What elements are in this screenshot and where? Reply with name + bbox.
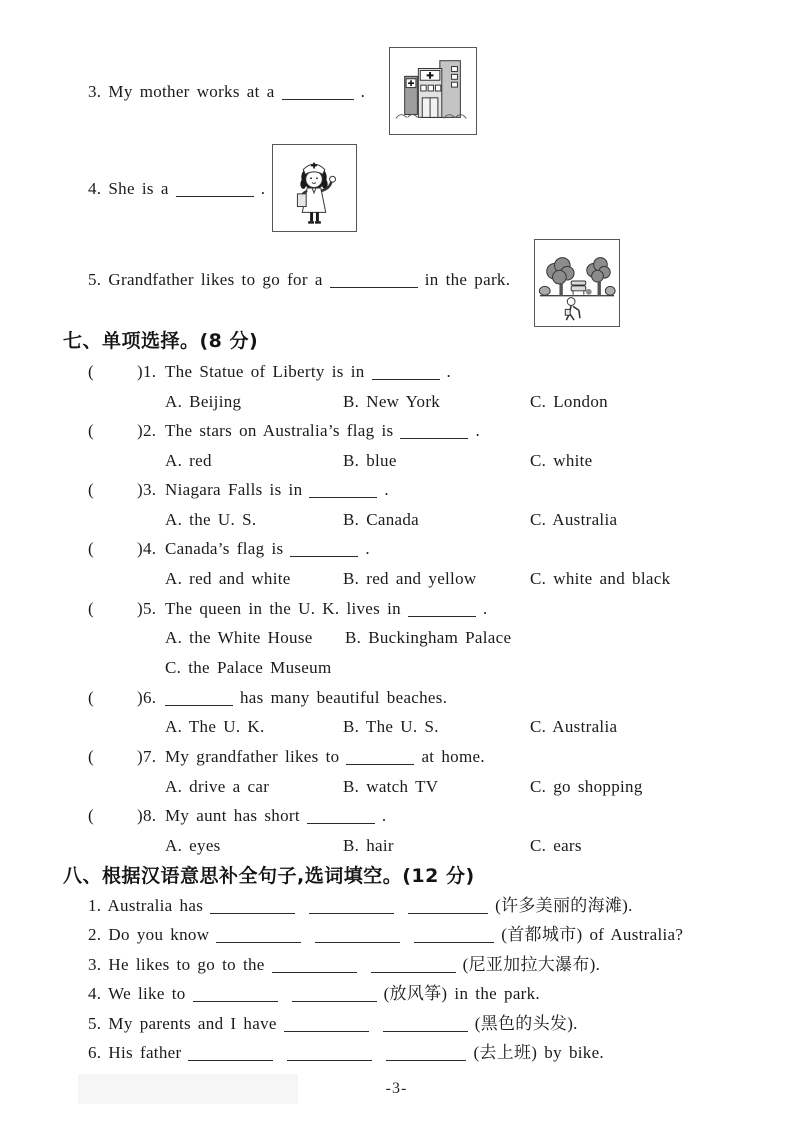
fill-item-4: [88, 982, 540, 1006]
answer-bracket: (: [88, 539, 94, 558]
answer-blank: [272, 958, 357, 973]
item-number: 3.: [88, 955, 102, 974]
question-stem: Niagara Falls is in .: [165, 480, 389, 499]
option-a: A. Beijing: [165, 392, 242, 411]
answer-bracket: (: [88, 806, 94, 825]
item-text: We like to: [108, 984, 186, 1003]
answer-blank: [372, 365, 440, 380]
option-b: B. watch TV: [343, 777, 439, 796]
answer-blank: [309, 899, 394, 914]
question-stem: has many beautiful beaches.: [165, 686, 447, 710]
answer-blank: [386, 1046, 466, 1061]
fill-item-2: [88, 923, 683, 947]
page-number: -3-: [385, 1080, 408, 1097]
park-image: [534, 239, 620, 327]
option-b: B. blue: [343, 451, 397, 470]
item-text: Australia has: [107, 896, 204, 915]
item-text: His father: [108, 1043, 182, 1062]
option-a: A. eyes: [165, 836, 221, 855]
answer-blank: [292, 987, 377, 1002]
option-c: C. ears: [530, 836, 582, 855]
item-text: My parents and I have: [108, 1014, 277, 1033]
question-text-after: in the park.: [424, 270, 511, 289]
answer-blank: [216, 928, 301, 943]
answer-blank: [315, 928, 400, 943]
question-stem: Canada’s flag is .: [165, 539, 370, 558]
question-text: Grandfather likes to go for a: [108, 270, 323, 289]
option-c: C. London: [530, 392, 608, 411]
question-text: My mother works at a: [108, 82, 275, 101]
question-number: )8.: [137, 806, 157, 825]
answer-bracket: (: [88, 599, 94, 618]
item-number: 6.: [88, 1043, 102, 1062]
question-number: 5.: [88, 270, 102, 289]
question-text-after: .: [260, 179, 266, 198]
option-a: A. red and white: [165, 569, 291, 588]
fill-item-5: [88, 1012, 578, 1036]
question-number: )1.: [137, 362, 157, 381]
option-c: C. white and black: [530, 569, 671, 588]
question-stem: My aunt has short .: [165, 806, 387, 825]
picture-question-4: [88, 177, 265, 201]
answer-bracket: (: [88, 480, 94, 499]
question-number: )6.: [137, 688, 157, 707]
option-a: A. drive a car: [165, 777, 270, 796]
item-hint: (首都城市) of Australia?: [501, 925, 684, 944]
answer-blank: [309, 483, 377, 498]
option-a: A. The U. K.: [165, 717, 265, 736]
question-number: )7.: [137, 747, 157, 766]
option-b: B. The U. S.: [343, 717, 439, 736]
answer-blank: [287, 1046, 372, 1061]
option-b: B. red and yellow: [343, 569, 477, 588]
answer-blank: [414, 928, 494, 943]
fill-item-6: [88, 1041, 604, 1065]
question-number: )2.: [137, 421, 157, 440]
item-number: 2.: [88, 925, 102, 944]
answer-blank: [346, 750, 414, 765]
option-c: C. Australia: [530, 717, 618, 736]
option-b: B. New York: [343, 392, 441, 411]
answer-blank: [400, 424, 468, 439]
question-text: She is a: [108, 179, 169, 198]
answer-blank: [193, 987, 278, 1002]
answer-bracket: (: [88, 421, 94, 440]
answer-bracket: (: [88, 362, 94, 381]
item-hint: (黑色的头发).: [474, 1014, 578, 1033]
option-a: A. red: [165, 451, 212, 470]
item-hint: (尼亚加拉大瀑布).: [462, 955, 601, 974]
answer-bracket: (: [88, 747, 94, 766]
item-number: 5.: [88, 1014, 102, 1033]
answer-blank: [383, 1017, 468, 1032]
answer-blank: [165, 691, 233, 706]
answer-blank: [408, 899, 488, 914]
fill-item-3: [88, 953, 600, 977]
hospital-image: [389, 47, 477, 135]
item-number: 1.: [88, 896, 102, 915]
fill-item-1: [88, 894, 633, 918]
option-b: B. hair: [343, 836, 394, 855]
answer-bracket: (: [88, 688, 94, 707]
answer-blank: [284, 1017, 369, 1032]
option-b: B. Canada: [343, 510, 420, 529]
item-hint: (去上班) by bike.: [473, 1043, 604, 1062]
option-c: C. Australia: [530, 510, 618, 529]
item-number: 4.: [88, 984, 102, 1003]
question-stem: The queen in the U. K. lives in .: [165, 599, 488, 618]
option-c: C. go shopping: [530, 777, 643, 796]
answer-blank: [290, 542, 358, 557]
option-c: C. white: [530, 451, 593, 470]
option-a: A. the White House: [165, 628, 313, 647]
answer-blank: [282, 85, 354, 100]
answer-blank: [307, 809, 375, 824]
item-text: He likes to go to the: [108, 955, 265, 974]
item-hint: (放风筝) in the park.: [383, 984, 540, 1003]
answer-blank: [408, 602, 476, 617]
answer-blank: [330, 273, 418, 288]
option-a: A. the U. S.: [165, 510, 257, 529]
section-seven-title: 七、单项选择。(8 分): [63, 330, 259, 352]
item-hint: (许多美丽的海滩).: [495, 896, 633, 915]
item-text: Do you know: [108, 925, 210, 944]
nurse-image: [272, 144, 357, 232]
question-number: 3.: [88, 82, 102, 101]
question-number: )4.: [137, 539, 157, 558]
question-number: )3.: [137, 480, 157, 499]
picture-question-5: [88, 268, 510, 292]
question-stem: My grandfather likes to at home.: [165, 747, 485, 766]
option-b: B. Buckingham Palace: [345, 628, 512, 647]
picture-question-3: [88, 80, 365, 104]
answer-blank: [371, 958, 456, 973]
question-number: )5.: [137, 599, 157, 618]
section-eight-title: 八、根据汉语意思补全句子,选词填空。(12 分): [63, 865, 475, 887]
option-c: C. the Palace Museum: [165, 658, 332, 677]
question-text-after: .: [360, 82, 366, 101]
answer-blank: [210, 899, 295, 914]
answer-blank: [188, 1046, 273, 1061]
question-stem: The Statue of Liberty is in .: [165, 362, 452, 381]
question-stem: The stars on Australia’s flag is .: [165, 421, 480, 440]
answer-blank: [176, 182, 254, 197]
question-number: 4.: [88, 179, 102, 198]
